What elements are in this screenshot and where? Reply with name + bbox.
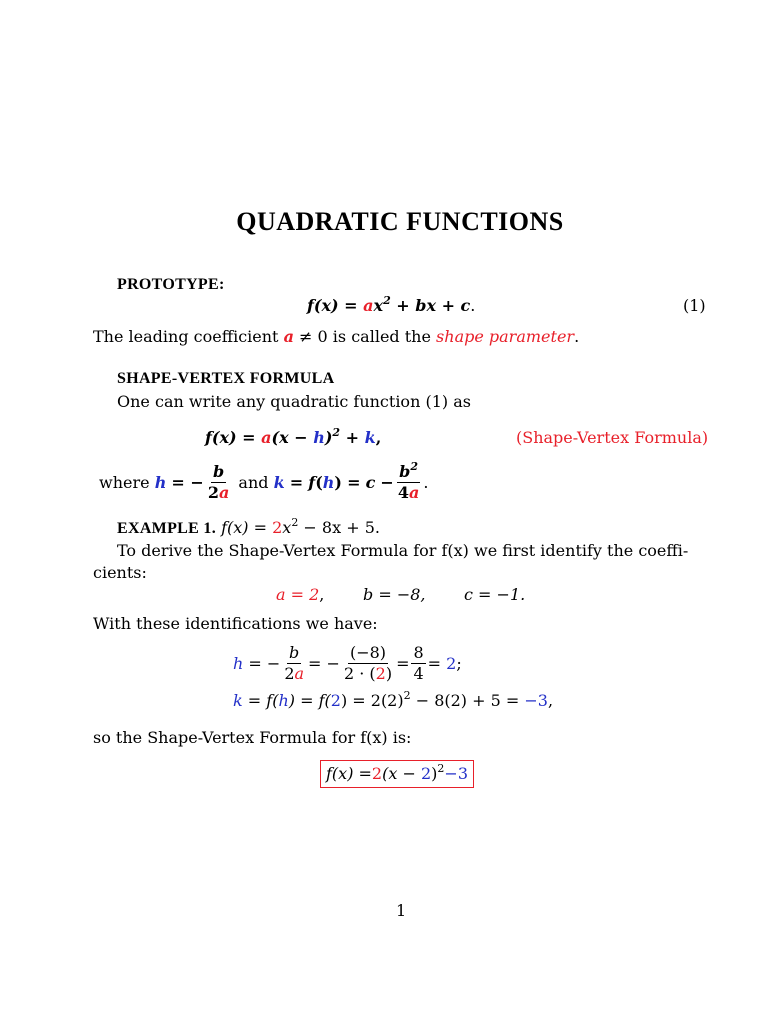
page-number: 1 bbox=[396, 901, 407, 920]
vertex-definitions: where h = − $\frac{b}{2a}$ and k = f ( h ) = c − $\frac{b^2}{4a}$ . bbox=[99, 460, 429, 502]
example-line-2: cients: bbox=[93, 563, 147, 582]
example-1-statement: EXAMPLE 1. $f(x) = 2x^2 - 8x + 5$. bbox=[117, 516, 380, 537]
prototype-equation: $f(x) = ax^2$ + bx + c. bbox=[307, 294, 476, 315]
coefficient-a: a = 2, bbox=[276, 585, 325, 604]
shape-vertex-label: (Shape-Vertex Formula) bbox=[516, 428, 709, 447]
shape-vertex-heading: SHAPE-VERTEX FORMULA bbox=[117, 370, 335, 387]
leading-coefficient-sentence: The leading coefficient a ≠ 0 is called the shape parameter. bbox=[93, 327, 580, 346]
shape-vertex-formula: $f(x) = a(x - h)^2 + k$, bbox=[205, 426, 382, 447]
coefficient-b: b = −8, bbox=[363, 585, 426, 604]
h-calc-fraction-3: $\frac{8}{4}$ bbox=[413, 643, 424, 683]
h-calc-fraction-1: $\frac{b}{2a}$ bbox=[284, 643, 305, 683]
example-line-1: To derive the Shape-Vertex Formula for f(x) we first identify the coeffi- bbox=[117, 541, 689, 560]
h-calculation: h = − $\frac{b}{2a}$ = − $\frac{(-8)}{2 \cdot (2)}$ = $\frac{8}{4}$ = 2 ; bbox=[233, 643, 462, 683]
page-title: QUADRATIC FUNCTIONS bbox=[236, 207, 564, 236]
final-formula-box: $f(x) =2(x - 2)^2-3$ bbox=[320, 760, 474, 788]
k-calculation: $k = f(h) = f(2) = 2(2)^2 - 8(2) + 5 = -3$, bbox=[233, 689, 554, 710]
identifications-line: With these identifications we have: bbox=[93, 614, 378, 633]
equation-number: (1) bbox=[683, 296, 706, 315]
shape-parameter-term: shape parameter bbox=[436, 327, 575, 346]
shape-vertex-intro: One can write any quadratic function (1) as bbox=[117, 392, 471, 411]
conclusion-line: so the Shape-Vertex Formula for f(x) is: bbox=[93, 728, 412, 747]
h-fraction: $\frac{b}{2a}$ bbox=[207, 462, 230, 502]
prototype-heading: PROTOTYPE: bbox=[117, 276, 225, 293]
coefficient-c: c = −1. bbox=[464, 585, 526, 604]
k-fraction: $\frac{b^2}{4a}$ bbox=[397, 460, 420, 502]
h-calc-fraction-2: $\frac{(-8)}{2 \cdot (2)}$ bbox=[343, 643, 393, 683]
